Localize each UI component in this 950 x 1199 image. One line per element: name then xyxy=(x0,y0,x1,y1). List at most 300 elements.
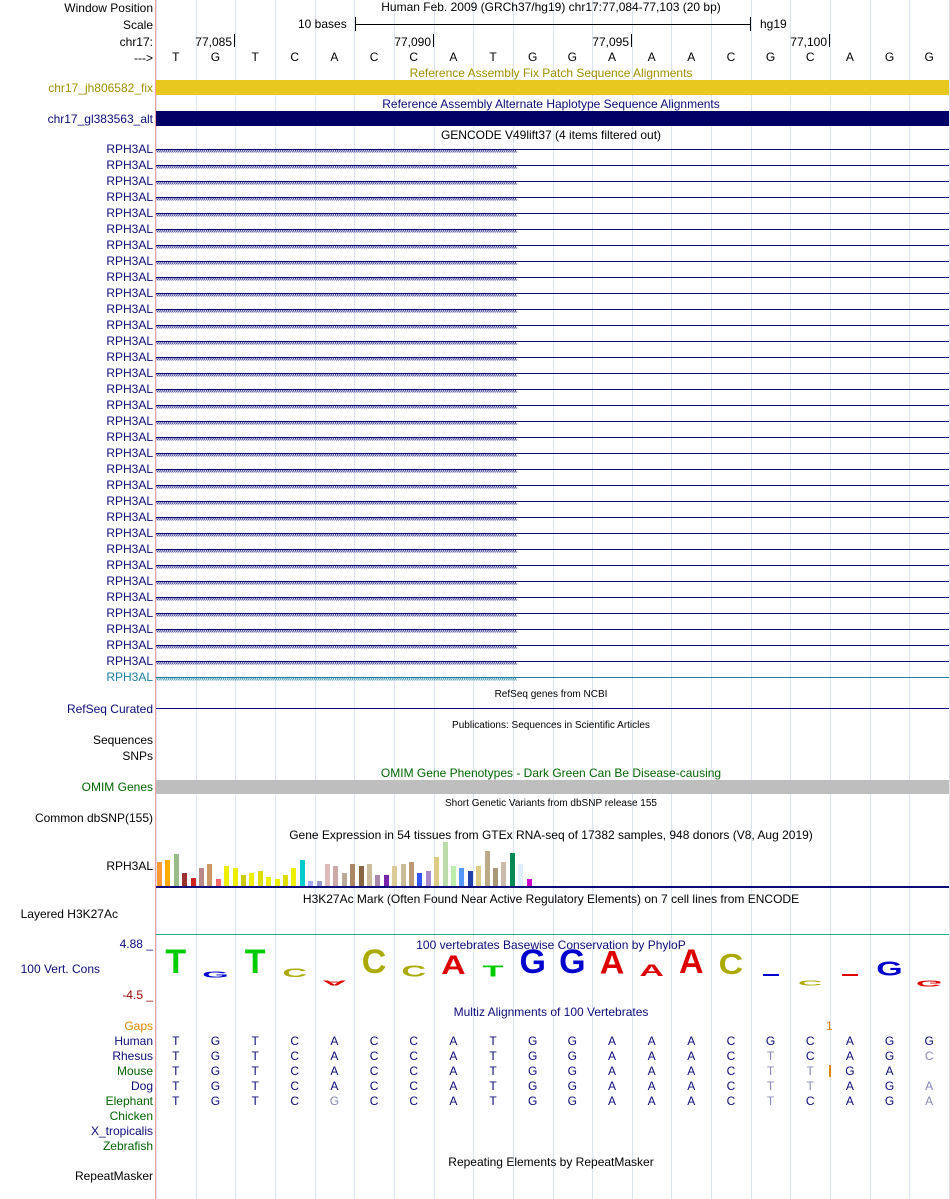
aligned-base: G xyxy=(210,1079,221,1093)
strand-arrows: ‹‹‹‹‹‹‹‹‹‹‹‹‹‹‹‹‹‹‹‹‹‹‹‹‹‹‹‹‹‹‹‹‹‹‹‹‹‹‹‹‹‹‹‹‹‹‹‹‹‹‹‹‹‹‹‹‹‹‹‹‹‹‹‹‹‹‹‹‹‹‹‹‹‹‹‹‹‹‹‹‹‹‹‹‹‹‹‹‹‹‹‹‹‹‹‹‹‹‹‹‹‹‹‹‹‹‹‹‹‹‹‹‹‹‹‹‹‹‹‹‹‹‹‹‹‹‹‹‹‹‹‹‹‹‹‹‹‹‹‹‹‹‹‹‹‹‹‹‹‹‹‹‹‹‹‹‹‹‹‹‹‹‹‹‹‹‹‹‹‹‹‹‹‹‹‹‹‹‹‹‹‹‹‹‹‹‹‹‹‹ xyxy=(156,561,517,571)
strand-arrows: ‹‹‹‹‹‹‹‹‹‹‹‹‹‹‹‹‹‹‹‹‹‹‹‹‹‹‹‹‹‹‹‹‹‹‹‹‹‹‹‹‹‹‹‹‹‹‹‹‹‹‹‹‹‹‹‹‹‹‹‹‹‹‹‹‹‹‹‹‹‹‹‹‹‹‹‹‹‹‹‹‹‹‹‹‹‹‹‹‹‹‹‹‹‹‹‹‹‹‹‹‹‹‹‹‹‹‹‹‹‹‹‹‹‹‹‹‹‹‹‹‹‹‹‹‹‹‹‹‹‹‹‹‹‹‹‹‹‹‹‹‹‹‹‹‹‹‹‹‹‹‹‹‹‹‹‹‹‹‹‹‹‹‹‹‹‹‹‹‹‹‹‹‹‹‹‹‹‹‹‹‹‹‹‹‹‹‹‹‹‹ xyxy=(156,193,517,203)
aligned-base: C xyxy=(726,1034,736,1048)
species-label[interactable]: Mouse xyxy=(116,1064,153,1078)
gencode-transcript-label[interactable]: RPH3AL xyxy=(106,398,153,412)
aligned-base: A xyxy=(607,1079,616,1093)
aligned-base: G xyxy=(528,1064,538,1078)
aligned-base: C xyxy=(369,1064,379,1078)
gtex-tissue-bar[interactable] xyxy=(216,879,221,886)
aligned-base: C xyxy=(290,1034,300,1048)
aligned-base: G xyxy=(884,1034,895,1048)
gencode-transcript[interactable] xyxy=(156,558,949,574)
aligned-base: G xyxy=(528,1049,538,1063)
gtex-tissue-bar[interactable] xyxy=(333,866,338,886)
gencode-transcript[interactable] xyxy=(156,670,949,686)
conservation-letter: T xyxy=(244,943,266,981)
aligned-base: G xyxy=(884,1094,895,1108)
aligned-base: T xyxy=(172,1049,180,1063)
gtex-tissue-bar[interactable] xyxy=(266,877,271,886)
strand-arrows: ‹‹‹‹‹‹‹‹‹‹‹‹‹‹‹‹‹‹‹‹‹‹‹‹‹‹‹‹‹‹‹‹‹‹‹‹‹‹‹‹‹‹‹‹‹‹‹‹‹‹‹‹‹‹‹‹‹‹‹‹‹‹‹‹‹‹‹‹‹‹‹‹‹‹‹‹‹‹‹‹‹‹‹‹‹‹‹‹‹‹‹‹‹‹‹‹‹‹‹‹‹‹‹‹‹‹‹‹‹‹‹‹‹‹‹‹‹‹‹‹‹‹‹‹‹‹‹‹‹‹‹‹‹‹‹‹‹‹‹‹‹‹‹‹‹‹‹‹‹‹‹‹‹‹‹‹‹‹‹‹‹‹‹‹‹‹‹‹‹‹‹‹‹‹‹‹‹‹‹‹‹‹‹‹‹‹‹‹‹‹ xyxy=(156,433,517,443)
gtex-tissue-bar[interactable] xyxy=(451,866,456,886)
gencode-transcript-label[interactable]: RPH3AL xyxy=(106,270,153,284)
aligned-base: A xyxy=(687,1094,696,1108)
phylop-ymax-label: 4.88 _ xyxy=(119,937,153,951)
aligned-base: A xyxy=(845,1034,854,1048)
strand-arrows: ‹‹‹‹‹‹‹‹‹‹‹‹‹‹‹‹‹‹‹‹‹‹‹‹‹‹‹‹‹‹‹‹‹‹‹‹‹‹‹‹‹‹‹‹‹‹‹‹‹‹‹‹‹‹‹‹‹‹‹‹‹‹‹‹‹‹‹‹‹‹‹‹‹‹‹‹‹‹‹‹‹‹‹‹‹‹‹‹‹‹‹‹‹‹‹‹‹‹‹‹‹‹‹‹‹‹‹‹‹‹‹‹‹‹‹‹‹‹‹‹‹‹‹‹‹‹‹‹‹‹‹‹‹‹‹‹‹‹‹‹‹‹‹‹‹‹‹‹‹‹‹‹‹‹‹‹‹‹‹‹‹‹‹‹‹‹‹‹‹‹‹‹‹‹‹‹‹‹‹‹‹‹‹‹‹‹‹‹‹‹ xyxy=(156,641,517,651)
gencode-transcript-label[interactable]: RPH3AL xyxy=(106,558,153,572)
gtex-tissue-bar[interactable] xyxy=(510,853,515,886)
aligned-base: T xyxy=(172,1034,180,1048)
strand-arrows: ‹‹‹‹‹‹‹‹‹‹‹‹‹‹‹‹‹‹‹‹‹‹‹‹‹‹‹‹‹‹‹‹‹‹‹‹‹‹‹‹‹‹‹‹‹‹‹‹‹‹‹‹‹‹‹‹‹‹‹‹‹‹‹‹‹‹‹‹‹‹‹‹‹‹‹‹‹‹‹‹‹‹‹‹‹‹‹‹‹‹‹‹‹‹‹‹‹‹‹‹‹‹‹‹‹‹‹‹‹‹‹‹‹‹‹‹‹‹‹‹‹‹‹‹‹‹‹‹‹‹‹‹‹‹‹‹‹‹‹‹‹‹‹‹‹‹‹‹‹‹‹‹‹‹‹‹‹‹‹‹‹‹‹‹‹‹‹‹‹‹‹‹‹‹‹‹‹‹‹‹‹‹‹‹‹‹‹‹‹‹ xyxy=(156,273,517,283)
aligned-base: T xyxy=(489,1049,497,1063)
aligned-base: A xyxy=(925,1094,934,1108)
reference-base: C xyxy=(726,50,736,64)
gtex-tissue-bar[interactable] xyxy=(165,860,170,886)
multiz-gaps-label[interactable]: Gaps xyxy=(124,1019,153,1033)
gencode-transcript[interactable] xyxy=(156,494,949,510)
aligned-base: C xyxy=(805,1034,815,1048)
aligned-base: C xyxy=(409,1034,419,1048)
strand-arrows: ‹‹‹‹‹‹‹‹‹‹‹‹‹‹‹‹‹‹‹‹‹‹‹‹‹‹‹‹‹‹‹‹‹‹‹‹‹‹‹‹‹‹‹‹‹‹‹‹‹‹‹‹‹‹‹‹‹‹‹‹‹‹‹‹‹‹‹‹‹‹‹‹‹‹‹‹‹‹‹‹‹‹‹‹‹‹‹‹‹‹‹‹‹‹‹‹‹‹‹‹‹‹‹‹‹‹‹‹‹‹‹‹‹‹‹‹‹‹‹‹‹‹‹‹‹‹‹‹‹‹‹‹‹‹‹‹‹‹‹‹‹‹‹‹‹‹‹‹‹‹‹‹‹‹‹‹‹‹‹‹‹‹‹‹‹‹‹‹‹‹‹‹‹‹‹‹‹‹‹‹‹‹‹‹‹‹‹‹‹‹ xyxy=(156,209,517,219)
gtex-tissue-bar[interactable] xyxy=(157,862,162,886)
conservation-letter: A xyxy=(639,961,664,980)
strand-arrows: ‹‹‹‹‹‹‹‹‹‹‹‹‹‹‹‹‹‹‹‹‹‹‹‹‹‹‹‹‹‹‹‹‹‹‹‹‹‹‹‹‹‹‹‹‹‹‹‹‹‹‹‹‹‹‹‹‹‹‹‹‹‹‹‹‹‹‹‹‹‹‹‹‹‹‹‹‹‹‹‹‹‹‹‹‹‹‹‹‹‹‹‹‹‹‹‹‹‹‹‹‹‹‹‹‹‹‹‹‹‹‹‹‹‹‹‹‹‹‹‹‹‹‹‹‹‹‹‹‹‹‹‹‹‹‹‹‹‹‹‹‹‹‹‹‹‹‹‹‹‹‹‹‹‹‹‹‹‹‹‹‹‹‹‹‹‹‹‹‹‹‹‹‹‹‹‹‹‹‹‹‹‹‹‹‹‹‹‹‹‹ xyxy=(156,625,517,635)
aligned-base: A xyxy=(647,1034,656,1048)
species-label[interactable]: Rhesus xyxy=(112,1049,153,1063)
gtex-tissue-bar[interactable] xyxy=(191,878,196,886)
gencode-transcript[interactable] xyxy=(156,302,949,318)
gtex-tissue-bar[interactable] xyxy=(417,873,422,886)
species-label[interactable]: Human xyxy=(114,1034,153,1048)
refseq-gene-line[interactable] xyxy=(156,708,949,709)
strand-arrows: ‹‹‹‹‹‹‹‹‹‹‹‹‹‹‹‹‹‹‹‹‹‹‹‹‹‹‹‹‹‹‹‹‹‹‹‹‹‹‹‹‹‹‹‹‹‹‹‹‹‹‹‹‹‹‹‹‹‹‹‹‹‹‹‹‹‹‹‹‹‹‹‹‹‹‹‹‹‹‹‹‹‹‹‹‹‹‹‹‹‹‹‹‹‹‹‹‹‹‹‹‹‹‹‹‹‹‹‹‹‹‹‹‹‹‹‹‹‹‹‹‹‹‹‹‹‹‹‹‹‹‹‹‹‹‹‹‹‹‹‹‹‹‹‹‹‹‹‹‹‹‹‹‹‹‹‹‹‹‹‹‹‹‹‹‹‹‹‹‹‹‹‹‹‹‹‹‹‹‹‹‹‹‹‹‹‹‹‹‹‹ xyxy=(156,657,517,667)
ruler-position-label: 77,085 xyxy=(195,35,232,49)
strand-arrows: ‹‹‹‹‹‹‹‹‹‹‹‹‹‹‹‹‹‹‹‹‹‹‹‹‹‹‹‹‹‹‹‹‹‹‹‹‹‹‹‹‹‹‹‹‹‹‹‹‹‹‹‹‹‹‹‹‹‹‹‹‹‹‹‹‹‹‹‹‹‹‹‹‹‹‹‹‹‹‹‹‹‹‹‹‹‹‹‹‹‹‹‹‹‹‹‹‹‹‹‹‹‹‹‹‹‹‹‹‹‹‹‹‹‹‹‹‹‹‹‹‹‹‹‹‹‹‹‹‹‹‹‹‹‹‹‹‹‹‹‹‹‹‹‹‹‹‹‹‹‹‹‹‹‹‹‹‹‹‹‹‹‹‹‹‹‹‹‹‹‹‹‹‹‹‹‹‹‹‹‹‹‹‹‹‹‹‹‹‹‹ xyxy=(156,289,517,299)
aligned-base: T xyxy=(766,1064,775,1078)
aligned-base: A xyxy=(845,1049,854,1063)
strand-arrows: ‹‹‹‹‹‹‹‹‹‹‹‹‹‹‹‹‹‹‹‹‹‹‹‹‹‹‹‹‹‹‹‹‹‹‹‹‹‹‹‹‹‹‹‹‹‹‹‹‹‹‹‹‹‹‹‹‹‹‹‹‹‹‹‹‹‹‹‹‹‹‹‹‹‹‹‹‹‹‹‹‹‹‹‹‹‹‹‹‹‹‹‹‹‹‹‹‹‹‹‹‹‹‹‹‹‹‹‹‹‹‹‹‹‹‹‹‹‹‹‹‹‹‹‹‹‹‹‹‹‹‹‹‹‹‹‹‹‹‹‹‹‹‹‹‹‹‹‹‹‹‹‹‹‹‹‹‹‹‹‹‹‹‹‹‹‹‹‹‹‹‹‹‹‹‹‹‹‹‹‹‹‹‹‹‹‹‹‹‹‹ xyxy=(156,577,517,587)
gencode-transcript-label[interactable]: RPH3AL xyxy=(106,590,153,604)
gtex-tissue-bar[interactable] xyxy=(518,864,523,886)
gencode-transcript[interactable] xyxy=(156,286,949,302)
fix-patch-alignment-bar[interactable] xyxy=(156,80,949,95)
aligned-base: A xyxy=(687,1064,696,1078)
reference-base: C xyxy=(369,50,379,64)
gtex-tissue-bar[interactable] xyxy=(375,875,380,886)
reference-base: A xyxy=(330,50,339,64)
gtex-tissue-bar[interactable] xyxy=(476,866,481,886)
aligned-base: C xyxy=(369,1049,379,1063)
gencode-transcript[interactable] xyxy=(156,542,949,558)
chrom-label: chr17: xyxy=(119,35,153,49)
scale-text: 10 bases xyxy=(298,17,347,31)
conservation-letter: T xyxy=(165,943,187,981)
gencode-transcript-label[interactable]: RPH3AL xyxy=(106,190,153,204)
aligned-base: C xyxy=(409,1064,419,1078)
strand-arrows: ‹‹‹‹‹‹‹‹‹‹‹‹‹‹‹‹‹‹‹‹‹‹‹‹‹‹‹‹‹‹‹‹‹‹‹‹‹‹‹‹‹‹‹‹‹‹‹‹‹‹‹‹‹‹‹‹‹‹‹‹‹‹‹‹‹‹‹‹‹‹‹‹‹‹‹‹‹‹‹‹‹‹‹‹‹‹‹‹‹‹‹‹‹‹‹‹‹‹‹‹‹‹‹‹‹‹‹‹‹‹‹‹‹‹‹‹‹‹‹‹‹‹‹‹‹‹‹‹‹‹‹‹‹‹‹‹‹‹‹‹‹‹‹‹‹‹‹‹‹‹‹‹‹‹‹‹‹‹‹‹‹‹‹‹‹‹‹‹‹‹‹‹‹‹‹‹‹‹‹‹‹‹‹‹‹‹‹‹‹‹ xyxy=(156,241,517,251)
gtex-tissue-bar[interactable] xyxy=(207,864,212,886)
strand-arrows: ‹‹‹‹‹‹‹‹‹‹‹‹‹‹‹‹‹‹‹‹‹‹‹‹‹‹‹‹‹‹‹‹‹‹‹‹‹‹‹‹‹‹‹‹‹‹‹‹‹‹‹‹‹‹‹‹‹‹‹‹‹‹‹‹‹‹‹‹‹‹‹‹‹‹‹‹‹‹‹‹‹‹‹‹‹‹‹‹‹‹‹‹‹‹‹‹‹‹‹‹‹‹‹‹‹‹‹‹‹‹‹‹‹‹‹‹‹‹‹‹‹‹‹‹‹‹‹‹‹‹‹‹‹‹‹‹‹‹‹‹‹‹‹‹‹‹‹‹‹‹‹‹‹‹‹‹‹‹‹‹‹‹‹‹‹‹‹‹‹‹‹‹‹‹‹‹‹‹‹‹‹‹‹‹‹‹‹‹‹‹ xyxy=(156,305,517,315)
species-label[interactable]: Dog xyxy=(130,1079,153,1093)
conservation-letter: A xyxy=(441,950,466,981)
strand-arrow-label: ---> xyxy=(134,51,153,65)
gencode-transcript-label[interactable]: RPH3AL xyxy=(106,222,153,236)
gtex-tissue-bar[interactable] xyxy=(300,860,305,886)
aligned-base: T xyxy=(806,1079,814,1093)
reference-base: T xyxy=(172,50,180,64)
gencode-transcript-label[interactable]: RPH3AL xyxy=(106,334,153,348)
gencode-transcript[interactable] xyxy=(156,190,949,206)
gtex-tissue-bar[interactable] xyxy=(501,862,506,886)
gtex-tissue-bar[interactable] xyxy=(468,871,473,886)
gtex-track-title: Gene Expression in 54 tissues from GTEx RNA-seq of 17382 samples, 948 donors (V8, Aug 2019) xyxy=(289,828,813,842)
gencode-transcript[interactable] xyxy=(156,430,949,446)
gencode-transcript-label[interactable]: RPH3AL xyxy=(106,622,153,636)
aligned-base: G xyxy=(210,1034,221,1048)
gtex-tissue-bar[interactable] xyxy=(367,864,372,886)
gencode-transcript[interactable] xyxy=(156,462,949,478)
aligned-base: T xyxy=(806,1064,814,1078)
aligned-base: T xyxy=(489,1064,497,1078)
aligned-base: T xyxy=(766,1079,775,1093)
gencode-transcript[interactable] xyxy=(156,222,949,238)
aligned-base: G xyxy=(210,1064,221,1078)
gencode-track-title: GENCODE V49lift37 (4 items filtered out) xyxy=(440,128,662,142)
aligned-base: G xyxy=(567,1094,577,1108)
aligned-base: T xyxy=(766,1049,775,1063)
insertion-marker xyxy=(829,1065,831,1077)
gencode-transcript[interactable] xyxy=(156,254,949,270)
gencode-transcript[interactable] xyxy=(156,142,949,158)
omim-gene-bar[interactable] xyxy=(156,780,949,794)
aligned-base: C xyxy=(409,1049,419,1063)
aligned-base: A xyxy=(885,1064,894,1078)
gtex-tissue-bar[interactable] xyxy=(443,842,448,886)
conservation-mark xyxy=(842,974,858,976)
conservation-mark xyxy=(763,974,779,976)
gtex-tissue-bar[interactable] xyxy=(485,851,490,886)
species-label[interactable]: Chicken xyxy=(109,1109,153,1123)
gencode-transcript[interactable] xyxy=(156,638,949,654)
gencode-transcript-label[interactable]: RPH3AL xyxy=(106,430,153,444)
alt-haplotype-track-title: Reference Assembly Alternate Haplotype Sequence Alignments xyxy=(382,97,720,111)
gencode-transcript-label[interactable]: RPH3AL xyxy=(106,254,153,268)
aligned-base: T xyxy=(766,1094,775,1108)
gencode-transcript[interactable] xyxy=(156,334,949,350)
assembly-position-text: Human Feb. 2009 (GRCh37/hg19) chr17:77,084-77,103 (20 bp) xyxy=(381,0,721,14)
gtex-tissue-bar[interactable] xyxy=(233,868,238,886)
strand-arrows: ‹‹‹‹‹‹‹‹‹‹‹‹‹‹‹‹‹‹‹‹‹‹‹‹‹‹‹‹‹‹‹‹‹‹‹‹‹‹‹‹‹‹‹‹‹‹‹‹‹‹‹‹‹‹‹‹‹‹‹‹‹‹‹‹‹‹‹‹‹‹‹‹‹‹‹‹‹‹‹‹‹‹‹‹‹‹‹‹‹‹‹‹‹‹‹‹‹‹‹‹‹‹‹‹‹‹‹‹‹‹‹‹‹‹‹‹‹‹‹‹‹‹‹‹‹‹‹‹‹‹‹‹‹‹‹‹‹‹‹‹‹‹‹‹‹‹‹‹‹‹‹‹‹‹‹‹‹‹‹‹‹‹‹‹‹‹‹‹‹‹‹‹‹‹‹‹‹‹‹‹‹‹‹‹‹‹‹‹‹‹ xyxy=(156,177,517,187)
scale-label: Scale xyxy=(122,18,153,32)
fix-patch-track-title: Reference Assembly Fix Patch Sequence Alignments xyxy=(409,66,693,80)
gencode-transcript[interactable] xyxy=(156,158,949,174)
gtex-tissue-bar[interactable] xyxy=(392,866,397,886)
gencode-transcript-label[interactable]: RPH3AL xyxy=(106,654,153,668)
alt-haplotype-label[interactable]: chr17_gl383563_alt xyxy=(47,112,153,126)
aligned-base: A xyxy=(607,1064,616,1078)
strand-arrows: ‹‹‹‹‹‹‹‹‹‹‹‹‹‹‹‹‹‹‹‹‹‹‹‹‹‹‹‹‹‹‹‹‹‹‹‹‹‹‹‹‹‹‹‹‹‹‹‹‹‹‹‹‹‹‹‹‹‹‹‹‹‹‹‹‹‹‹‹‹‹‹‹‹‹‹‹‹‹‹‹‹‹‹‹‹‹‹‹‹‹‹‹‹‹‹‹‹‹‹‹‹‹‹‹‹‹‹‹‹‹‹‹‹‹‹‹‹‹‹‹‹‹‹‹‹‹‹‹‹‹‹‹‹‹‹‹‹‹‹‹‹‹‹‹‹‹‹‹‹‹‹‹‹‹‹‹‹‹‹‹‹‹‹‹‹‹‹‹‹‹‹‹‹‹‹‹‹‹‹‹‹‹‹‹‹‹‹‹‹‹ xyxy=(156,369,517,379)
gtex-tissue-bar[interactable] xyxy=(426,871,431,886)
gencode-transcript-label[interactable]: RPH3AL xyxy=(106,446,153,460)
reference-base: A xyxy=(647,50,656,64)
gencode-transcript[interactable] xyxy=(156,606,949,622)
aligned-base: C xyxy=(290,1049,300,1063)
strand-arrows: ‹‹‹‹‹‹‹‹‹‹‹‹‹‹‹‹‹‹‹‹‹‹‹‹‹‹‹‹‹‹‹‹‹‹‹‹‹‹‹‹‹‹‹‹‹‹‹‹‹‹‹‹‹‹‹‹‹‹‹‹‹‹‹‹‹‹‹‹‹‹‹‹‹‹‹‹‹‹‹‹‹‹‹‹‹‹‹‹‹‹‹‹‹‹‹‹‹‹‹‹‹‹‹‹‹‹‹‹‹‹‹‹‹‹‹‹‹‹‹‹‹‹‹‹‹‹‹‹‹‹‹‹‹‹‹‹‹‹‹‹‹‹‹‹‹‹‹‹‹‹‹‹‹‹‹‹‹‹‹‹‹‹‹‹‹‹‹‹‹‹‹‹‹‹‹‹‹‹‹‹‹‹‹‹‹‹‹‹‹‹ xyxy=(156,465,517,475)
gtex-tissue-bar[interactable] xyxy=(275,879,280,886)
aligned-base: G xyxy=(528,1079,538,1093)
gencode-transcript[interactable] xyxy=(156,238,949,254)
publications-sequences-label[interactable]: Sequences xyxy=(92,733,153,747)
aligned-base: G xyxy=(884,1079,895,1093)
gencode-transcript-label[interactable]: RPH3AL xyxy=(106,414,153,428)
ruler-tick xyxy=(433,34,434,47)
aligned-base: T xyxy=(251,1049,259,1063)
gencode-transcript[interactable] xyxy=(156,590,949,606)
ruler-position-label: 77,100 xyxy=(790,35,827,49)
gencode-transcript-label[interactable]: RPH3AL xyxy=(106,302,153,316)
strand-arrows: ‹‹‹‹‹‹‹‹‹‹‹‹‹‹‹‹‹‹‹‹‹‹‹‹‹‹‹‹‹‹‹‹‹‹‹‹‹‹‹‹‹‹‹‹‹‹‹‹‹‹‹‹‹‹‹‹‹‹‹‹‹‹‹‹‹‹‹‹‹‹‹‹‹‹‹‹‹‹‹‹‹‹‹‹‹‹‹‹‹‹‹‹‹‹‹‹‹‹‹‹‹‹‹‹‹‹‹‹‹‹‹‹‹‹‹‹‹‹‹‹‹‹‹‹‹‹‹‹‹‹‹‹‹‹‹‹‹‹‹‹‹‹‹‹‹‹‹‹‹‹‹‹‹‹‹‹‹‹‹‹‹‹‹‹‹‹‹‹‹‹‹‹‹‹‹‹‹‹‹‹‹‹‹‹‹‹‹‹‹‹ xyxy=(156,337,517,347)
gtex-tissue-bar[interactable] xyxy=(182,873,187,886)
gencode-transcript[interactable] xyxy=(156,206,949,222)
gencode-transcript-label[interactable]: RPH3AL xyxy=(106,350,153,364)
aligned-base: A xyxy=(607,1034,616,1048)
gencode-transcript-label[interactable]: RPH3AL xyxy=(106,238,153,252)
strand-arrows: ‹‹‹‹‹‹‹‹‹‹‹‹‹‹‹‹‹‹‹‹‹‹‹‹‹‹‹‹‹‹‹‹‹‹‹‹‹‹‹‹‹‹‹‹‹‹‹‹‹‹‹‹‹‹‹‹‹‹‹‹‹‹‹‹‹‹‹‹‹‹‹‹‹‹‹‹‹‹‹‹‹‹‹‹‹‹‹‹‹‹‹‹‹‹‹‹‹‹‹‹‹‹‹‹‹‹‹‹‹‹‹‹‹‹‹‹‹‹‹‹‹‹‹‹‹‹‹‹‹‹‹‹‹‹‹‹‹‹‹‹‹‹‹‹‹‹‹‹‹‹‹‹‹‹‹‹‹‹‹‹‹‹‹‹‹‹‹‹‹‹‹‹‹‹‹‹‹‹‹‹‹‹‹‹‹‹‹‹‹‹ xyxy=(156,145,517,155)
dbsnp-track-title: Short Genetic Variants from dbSNP release 155 xyxy=(445,798,657,809)
conservation-letter: G xyxy=(519,943,546,981)
gtex-tissue-bar[interactable] xyxy=(174,854,179,886)
gtex-tissue-bar[interactable] xyxy=(249,873,254,886)
aligned-base: G xyxy=(924,1034,934,1048)
gencode-transcript-label[interactable]: RPH3AL xyxy=(106,638,153,652)
reference-base: A xyxy=(845,50,854,64)
strand-arrows: ‹‹‹‹‹‹‹‹‹‹‹‹‹‹‹‹‹‹‹‹‹‹‹‹‹‹‹‹‹‹‹‹‹‹‹‹‹‹‹‹‹‹‹‹‹‹‹‹‹‹‹‹‹‹‹‹‹‹‹‹‹‹‹‹‹‹‹‹‹‹‹‹‹‹‹‹‹‹‹‹‹‹‹‹‹‹‹‹‹‹‹‹‹‹‹‹‹‹‹‹‹‹‹‹‹‹‹‹‹‹‹‹‹‹‹‹‹‹‹‹‹‹‹‹‹‹‹‹‹‹‹‹‹‹‹‹‹‹‹‹‹‹‹‹‹‹‹‹‹‹‹‹‹‹‹‹‹‹‹‹‹‹‹‹‹‹‹‹‹‹‹‹‹‹‹‹‹‹‹‹‹‹‹‹‹‹‹‹‹‹ xyxy=(156,545,517,555)
aligned-base: T xyxy=(172,1064,180,1078)
gtex-tissue-bar[interactable] xyxy=(409,862,414,886)
conservation-letter: A xyxy=(678,943,704,981)
dbsnp-label[interactable]: Common dbSNP(155) xyxy=(34,811,153,825)
gtex-tissue-bar[interactable] xyxy=(283,875,288,886)
strand-arrows: ‹‹‹‹‹‹‹‹‹‹‹‹‹‹‹‹‹‹‹‹‹‹‹‹‹‹‹‹‹‹‹‹‹‹‹‹‹‹‹‹‹‹‹‹‹‹‹‹‹‹‹‹‹‹‹‹‹‹‹‹‹‹‹‹‹‹‹‹‹‹‹‹‹‹‹‹‹‹‹‹‹‹‹‹‹‹‹‹‹‹‹‹‹‹‹‹‹‹‹‹‹‹‹‹‹‹‹‹‹‹‹‹‹‹‹‹‹‹‹‹‹‹‹‹‹‹‹‹‹‹‹‹‹‹‹‹‹‹‹‹‹‹‹‹‹‹‹‹‹‹‹‹‹‹‹‹‹‹‹‹‹‹‹‹‹‹‹‹‹‹‹‹‹‹‹‹‹‹‹‹‹‹‹‹‹‹‹‹‹‹ xyxy=(156,497,517,507)
gencode-transcript-label[interactable]: RPH3AL xyxy=(106,206,153,220)
omim-label[interactable]: OMIM Genes xyxy=(81,780,153,794)
gencode-transcript-label[interactable]: RPH3AL xyxy=(106,606,153,620)
reference-base: G xyxy=(210,50,221,64)
aligned-base: T xyxy=(172,1079,180,1093)
reference-base: C xyxy=(290,50,300,64)
gtex-tissue-bar[interactable] xyxy=(241,875,246,886)
conservation-letter: C xyxy=(361,943,387,981)
aligned-base: G xyxy=(567,1034,577,1048)
gencode-transcript[interactable] xyxy=(156,414,949,430)
aligned-base: A xyxy=(687,1079,696,1093)
gencode-transcript-label[interactable]: RPH3AL xyxy=(106,510,153,524)
gencode-transcript[interactable] xyxy=(156,270,949,286)
aligned-base: T xyxy=(489,1034,497,1048)
ruler-position-label: 77,095 xyxy=(592,35,629,49)
gtex-gene-line xyxy=(156,886,949,888)
alt-haplotype-alignment-bar[interactable] xyxy=(156,111,949,126)
strand-arrows: ‹‹‹‹‹‹‹‹‹‹‹‹‹‹‹‹‹‹‹‹‹‹‹‹‹‹‹‹‹‹‹‹‹‹‹‹‹‹‹‹‹‹‹‹‹‹‹‹‹‹‹‹‹‹‹‹‹‹‹‹‹‹‹‹‹‹‹‹‹‹‹‹‹‹‹‹‹‹‹‹‹‹‹‹‹‹‹‹‹‹‹‹‹‹‹‹‹‹‹‹‹‹‹‹‹‹‹‹‹‹‹‹‹‹‹‹‹‹‹‹‹‹‹‹‹‹‹‹‹‹‹‹‹‹‹‹‹‹‹‹‹‹‹‹‹‹‹‹‹‹‹‹‹‹‹‹‹‹‹‹‹‹‹‹‹‹‹‹‹‹‹‹‹‹‹‹‹‹‹‹‹‹‹‹‹‹‹‹‹‹ xyxy=(156,481,517,491)
conservation-letter: C xyxy=(797,978,823,987)
gencode-transcript-label[interactable]: RPH3AL xyxy=(106,462,153,476)
scale-bar xyxy=(355,24,751,25)
aligned-base: G xyxy=(329,1094,340,1108)
gencode-transcript[interactable] xyxy=(156,350,949,366)
h3k27ac-signal-line xyxy=(156,934,949,935)
gtex-tissue-bar[interactable] xyxy=(199,868,204,886)
gtex-gene-label[interactable]: RPH3AL xyxy=(106,859,153,873)
gencode-transcript-label[interactable]: RPH3AL xyxy=(106,542,153,556)
strand-arrows: ‹‹‹‹‹‹‹‹‹‹‹‹‹‹‹‹‹‹‹‹‹‹‹‹‹‹‹‹‹‹‹‹‹‹‹‹‹‹‹‹‹‹‹‹‹‹‹‹‹‹‹‹‹‹‹‹‹‹‹‹‹‹‹‹‹‹‹‹‹‹‹‹‹‹‹‹‹‹‹‹‹‹‹‹‹‹‹‹‹‹‹‹‹‹‹‹‹‹‹‹‹‹‹‹‹‹‹‹‹‹‹‹‹‹‹‹‹‹‹‹‹‹‹‹‹‹‹‹‹‹‹‹‹‹‹‹‹‹‹‹‹‹‹‹‹‹‹‹‹‹‹‹‹‹‹‹‹‹‹‹‹‹‹‹‹‹‹‹‹‹‹‹‹‹‹‹‹‹‹‹‹‹‹‹‹‹‹‹‹‹ xyxy=(156,161,517,171)
gtex-tissue-bar[interactable] xyxy=(434,857,439,886)
gencode-transcript[interactable] xyxy=(156,446,949,462)
aligned-base: A xyxy=(449,1064,458,1078)
conservation-letter: G xyxy=(876,957,903,981)
gencode-transcript[interactable] xyxy=(156,526,949,542)
gtex-tissue-bar[interactable] xyxy=(527,879,532,886)
aligned-base: C xyxy=(290,1064,300,1078)
strand-arrows: ‹‹‹‹‹‹‹‹‹‹‹‹‹‹‹‹‹‹‹‹‹‹‹‹‹‹‹‹‹‹‹‹‹‹‹‹‹‹‹‹‹‹‹‹‹‹‹‹‹‹‹‹‹‹‹‹‹‹‹‹‹‹‹‹‹‹‹‹‹‹‹‹‹‹‹‹‹‹‹‹‹‹‹‹‹‹‹‹‹‹‹‹‹‹‹‹‹‹‹‹‹‹‹‹‹‹‹‹‹‹‹‹‹‹‹‹‹‹‹‹‹‹‹‹‹‹‹‹‹‹‹‹‹‹‹‹‹‹‹‹‹‹‹‹‹‹‹‹‹‹‹‹‹‹‹‹‹‹‹‹‹‹‹‹‹‹‹‹‹‹‹‹‹‹‹‹‹‹‹‹‹‹‹‹‹‹‹‹‹‹ xyxy=(156,257,517,267)
phylop-ymin-label: -4.5 _ xyxy=(122,988,153,1002)
gencode-transcript[interactable] xyxy=(156,574,949,590)
h3k27ac-label[interactable]: Layered H3K27Ac xyxy=(20,907,118,921)
aligned-base: T xyxy=(251,1094,259,1108)
aligned-base: G xyxy=(884,1049,895,1063)
gencode-transcript[interactable] xyxy=(156,478,949,494)
aligned-base: C xyxy=(924,1049,934,1063)
aligned-base: C xyxy=(726,1094,736,1108)
ruler-tick xyxy=(829,34,830,47)
aligned-base: G xyxy=(210,1094,221,1108)
aligned-base: A xyxy=(330,1079,339,1093)
gencode-transcript-label[interactable]: RPH3AL xyxy=(106,526,153,540)
reference-base: A xyxy=(687,50,696,64)
strand-arrows: ‹‹‹‹‹‹‹‹‹‹‹‹‹‹‹‹‹‹‹‹‹‹‹‹‹‹‹‹‹‹‹‹‹‹‹‹‹‹‹‹‹‹‹‹‹‹‹‹‹‹‹‹‹‹‹‹‹‹‹‹‹‹‹‹‹‹‹‹‹‹‹‹‹‹‹‹‹‹‹‹‹‹‹‹‹‹‹‹‹‹‹‹‹‹‹‹‹‹‹‹‹‹‹‹‹‹‹‹‹‹‹‹‹‹‹‹‹‹‹‹‹‹‹‹‹‹‹‹‹‹‹‹‹‹‹‹‹‹‹‹‹‹‹‹‹‹‹‹‹‹‹‹‹‹‹‹‹‹‹‹‹‹‹‹‹‹‹‹‹‹‹‹‹‹‹‹‹‹‹‹‹‹‹‹‹‹‹‹‹‹ xyxy=(156,353,517,363)
aligned-base: C xyxy=(726,1049,736,1063)
gencode-transcript[interactable] xyxy=(156,318,949,334)
strand-arrows: ‹‹‹‹‹‹‹‹‹‹‹‹‹‹‹‹‹‹‹‹‹‹‹‹‹‹‹‹‹‹‹‹‹‹‹‹‹‹‹‹‹‹‹‹‹‹‹‹‹‹‹‹‹‹‹‹‹‹‹‹‹‹‹‹‹‹‹‹‹‹‹‹‹‹‹‹‹‹‹‹‹‹‹‹‹‹‹‹‹‹‹‹‹‹‹‹‹‹‹‹‹‹‹‹‹‹‹‹‹‹‹‹‹‹‹‹‹‹‹‹‹‹‹‹‹‹‹‹‹‹‹‹‹‹‹‹‹‹‹‹‹‹‹‹‹‹‹‹‹‹‹‹‹‹‹‹‹‹‹‹‹‹‹‹‹‹‹‹‹‹‹‹‹‹‹‹‹‹‹‹‹‹‹‹‹‹‹‹‹‹ xyxy=(156,321,517,331)
gencode-transcript[interactable] xyxy=(156,398,949,414)
aligned-base: G xyxy=(528,1034,538,1048)
conservation-letter: T xyxy=(482,962,504,980)
gap-count-marker: 1 xyxy=(826,1019,833,1033)
gtex-tissue-bar[interactable] xyxy=(325,864,330,886)
gencode-transcript[interactable] xyxy=(156,654,949,670)
gtex-tissue-bar[interactable] xyxy=(459,868,464,886)
gencode-transcript-label[interactable]: RPH3AL xyxy=(106,366,153,380)
aligned-base: A xyxy=(647,1049,656,1063)
conservation-letter: G xyxy=(202,970,229,980)
aligned-base: G xyxy=(528,1094,538,1108)
omim-track-title: OMIM Gene Phenotypes - Dark Green Can Be Disease-causing xyxy=(380,766,722,780)
species-label[interactable]: Elephant xyxy=(105,1094,153,1108)
gencode-transcript-label[interactable]: RPH3AL xyxy=(106,574,153,588)
conservation-letter: G xyxy=(559,943,586,981)
strand-arrows: ‹‹‹‹‹‹‹‹‹‹‹‹‹‹‹‹‹‹‹‹‹‹‹‹‹‹‹‹‹‹‹‹‹‹‹‹‹‹‹‹‹‹‹‹‹‹‹‹‹‹‹‹‹‹‹‹‹‹‹‹‹‹‹‹‹‹‹‹‹‹‹‹‹‹‹‹‹‹‹‹‹‹‹‹‹‹‹‹‹‹‹‹‹‹‹‹‹‹‹‹‹‹‹‹‹‹‹‹‹‹‹‹‹‹‹‹‹‹‹‹‹‹‹‹‹‹‹‹‹‹‹‹‹‹‹‹‹‹‹‹‹‹‹‹‹‹‹‹‹‹‹‹‹‹‹‹‹‹‹‹‹‹‹‹‹‹‹‹‹‹‹‹‹‹‹‹‹‹‹‹‹‹‹‹‹‹‹‹‹‹ xyxy=(156,449,517,459)
aligned-base: T xyxy=(251,1064,259,1078)
aligned-base: A xyxy=(687,1049,696,1063)
publications-track-title: Publications: Sequences in Scientific Articles xyxy=(452,720,650,731)
aligned-base: A xyxy=(925,1079,934,1093)
conservation-letter: A xyxy=(599,944,625,981)
aligned-base: C xyxy=(409,1094,419,1108)
aligned-base: A xyxy=(330,1049,339,1063)
multiz-track-title: Multiz Alignments of 100 Vertebrates xyxy=(453,1005,649,1019)
aligned-base: C xyxy=(409,1079,419,1093)
gtex-tissue-bar[interactable] xyxy=(224,866,229,886)
gencode-transcript-label[interactable]: RPH3AL xyxy=(106,478,153,492)
fix-patch-label[interactable]: chr17_jh806582_fix xyxy=(48,81,153,95)
gencode-transcript[interactable] xyxy=(156,174,949,190)
aligned-base: A xyxy=(845,1094,854,1108)
aligned-base: T xyxy=(489,1079,497,1093)
reference-base: G xyxy=(765,50,776,64)
gencode-transcript-label[interactable]: RPH3AL xyxy=(106,382,153,396)
aligned-base: T xyxy=(172,1094,180,1108)
gtex-tissue-bar[interactable] xyxy=(258,871,263,886)
species-label[interactable]: Zebrafish xyxy=(102,1139,153,1153)
aligned-base: A xyxy=(449,1049,458,1063)
gencode-transcript-label[interactable]: RPH3AL xyxy=(106,142,153,156)
reference-base: C xyxy=(409,50,419,64)
aligned-base: C xyxy=(726,1079,736,1093)
aligned-base: A xyxy=(647,1064,656,1078)
refseq-track-title: RefSeq genes from NCBI xyxy=(494,689,608,700)
gencode-transcript-label[interactable]: RPH3AL xyxy=(106,670,153,684)
gtex-tissue-bar[interactable] xyxy=(291,868,296,886)
strand-arrows: ‹‹‹‹‹‹‹‹‹‹‹‹‹‹‹‹‹‹‹‹‹‹‹‹‹‹‹‹‹‹‹‹‹‹‹‹‹‹‹‹‹‹‹‹‹‹‹‹‹‹‹‹‹‹‹‹‹‹‹‹‹‹‹‹‹‹‹‹‹‹‹‹‹‹‹‹‹‹‹‹‹‹‹‹‹‹‹‹‹‹‹‹‹‹‹‹‹‹‹‹‹‹‹‹‹‹‹‹‹‹‹‹‹‹‹‹‹‹‹‹‹‹‹‹‹‹‹‹‹‹‹‹‹‹‹‹‹‹‹‹‹‹‹‹‹‹‹‹‹‹‹‹‹‹‹‹‹‹‹‹‹‹‹‹‹‹‹‹‹‹‹‹‹‹‹‹‹‹‹‹‹‹‹‹‹‹‹‹‹‹ xyxy=(156,225,517,235)
refseq-label[interactable]: RefSeq Curated xyxy=(66,702,153,716)
aligned-base: G xyxy=(567,1079,577,1093)
gtex-tissue-bar[interactable] xyxy=(493,868,498,886)
aligned-base: G xyxy=(210,1049,221,1063)
aligned-base: C xyxy=(726,1064,736,1078)
gencode-transcript[interactable] xyxy=(156,510,949,526)
gtex-tissue-bar[interactable] xyxy=(350,864,355,886)
gencode-transcript-label[interactable]: RPH3AL xyxy=(106,318,153,332)
reference-base: G xyxy=(528,50,538,64)
aligned-base: A xyxy=(647,1094,656,1108)
gencode-transcript-label[interactable]: RPH3AL xyxy=(106,174,153,188)
reference-base: T xyxy=(251,50,259,64)
gencode-transcript-label[interactable]: RPH3AL xyxy=(106,158,153,172)
aligned-base: G xyxy=(567,1049,577,1063)
phylop-label[interactable]: 100 Vert. Cons xyxy=(20,962,100,976)
publications-snps-label[interactable]: SNPs xyxy=(122,749,153,763)
gencode-transcript[interactable] xyxy=(156,622,949,638)
repeatmasker-track-title: Repeating Elements by RepeatMasker xyxy=(448,1155,654,1169)
gencode-transcript[interactable] xyxy=(156,382,949,398)
scale-bar-right-tick xyxy=(750,17,751,31)
species-label[interactable]: X_tropicalis xyxy=(90,1124,153,1138)
conservation-letter: A xyxy=(322,978,347,987)
window-position-label: Window Position xyxy=(64,1,153,15)
gtex-tissue-bar[interactable] xyxy=(359,866,364,886)
gtex-tissue-bar[interactable] xyxy=(384,875,389,886)
gtex-tissue-bar[interactable] xyxy=(342,873,347,886)
gencode-transcript[interactable] xyxy=(156,366,949,382)
conservation-letter: C xyxy=(282,966,308,980)
gencode-transcript-label[interactable]: RPH3AL xyxy=(106,494,153,508)
gencode-transcript-label[interactable]: RPH3AL xyxy=(106,286,153,300)
aligned-base: A xyxy=(607,1049,616,1063)
strand-arrows: ‹‹‹‹‹‹‹‹‹‹‹‹‹‹‹‹‹‹‹‹‹‹‹‹‹‹‹‹‹‹‹‹‹‹‹‹‹‹‹‹‹‹‹‹‹‹‹‹‹‹‹‹‹‹‹‹‹‹‹‹‹‹‹‹‹‹‹‹‹‹‹‹‹‹‹‹‹‹‹‹‹‹‹‹‹‹‹‹‹‹‹‹‹‹‹‹‹‹‹‹‹‹‹‹‹‹‹‹‹‹‹‹‹‹‹‹‹‹‹‹‹‹‹‹‹‹‹‹‹‹‹‹‹‹‹‹‹‹‹‹‹‹‹‹‹‹‹‹‹‹‹‹‹‹‹‹‹‹‹‹‹‹‹‹‹‹‹‹‹‹‹‹‹‹‹‹‹‹‹‹‹‹‹‹‹‹‹‹‹‹ xyxy=(156,417,517,427)
gtex-tissue-bar[interactable] xyxy=(401,864,406,886)
aligned-base: T xyxy=(489,1094,497,1108)
aligned-base: T xyxy=(251,1079,259,1093)
repeatmasker-label[interactable]: RepeatMasker xyxy=(74,1169,153,1183)
